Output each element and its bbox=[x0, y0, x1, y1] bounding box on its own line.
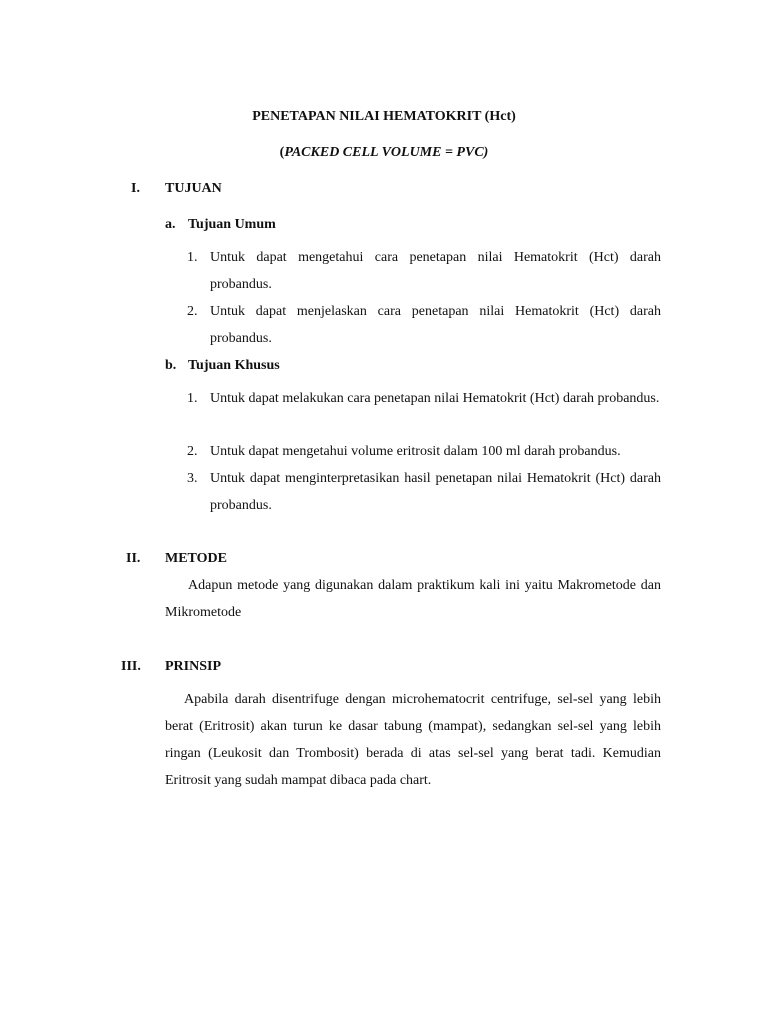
list-item-number: 3. bbox=[187, 471, 198, 486]
metode-paragraph: Adapun metode yang digunakan dalam praktikum kali ini yaitu Makrometode dan Mikrometode bbox=[165, 578, 661, 620]
subheading-label: a. bbox=[165, 217, 176, 232]
list-item-text: Untuk dapat menjelaskan cara penetapan nilai Hematokrit (Hct) darah probandus. bbox=[210, 304, 661, 346]
document-title: PENETAPAN NILAI HEMATOKRIT (Hct) bbox=[252, 109, 516, 124]
section-title-metode: METODE bbox=[165, 551, 227, 566]
list-item-number: 1. bbox=[187, 391, 198, 406]
section-number-2: II. bbox=[126, 551, 141, 566]
list-item bbox=[187, 385, 661, 412]
list-item bbox=[187, 298, 661, 352]
list-item bbox=[187, 244, 661, 298]
section-number-1: I. bbox=[131, 181, 140, 196]
list-item-number: 2. bbox=[187, 304, 198, 319]
subtitle-italic: PACKED CELL VOLUME = PVC) bbox=[284, 145, 489, 160]
list-item-text: Untuk dapat mengetahui volume eritrosit dalam 100 ml darah probandus. bbox=[210, 444, 621, 459]
prinsip-paragraph: Apabila darah disentrifuge dengan microhematocrit centrifuge, sel-sel yang lebih berat (Eritrosit) akan turun ke dasar tabung (mampat), sedangkan sel-sel yang lebih ringan (Leukosit dan Trombosit) berada di atas sel-sel yang berat tadi. Kemudian Eritrosit yang sudah mampat dibaca pada chart. bbox=[165, 692, 661, 788]
list-item-text: Untuk dapat mengetahui cara penetapan nilai Hematokrit (Hct) darah probandus. bbox=[210, 250, 661, 292]
list-item-number: 1. bbox=[187, 250, 198, 265]
section-title-prinsip: PRINSIP bbox=[165, 659, 222, 674]
subheading-tujuan-khusus bbox=[165, 358, 280, 374]
list-item-text: Untuk dapat menginterpretasikan hasil penetapan nilai Hematokrit (Hct) darah probandus. bbox=[210, 471, 661, 513]
section-title-tujuan: TUJUAN bbox=[165, 181, 222, 196]
list-item bbox=[187, 438, 661, 465]
list-item-text: Untuk dapat melakukan cara penetapan nilai Hematokrit (Hct) darah probandus. bbox=[210, 391, 660, 406]
subheading-text: Tujuan Umum bbox=[188, 217, 276, 232]
subheading-label: b. bbox=[165, 358, 177, 373]
subheading-tujuan-umum bbox=[165, 217, 276, 233]
section-number-3: III. bbox=[121, 659, 141, 674]
document-subtitle bbox=[0, 145, 768, 161]
subtitle-open-paren: ( bbox=[279, 145, 285, 160]
list-item-number: 2. bbox=[187, 444, 198, 459]
list-item bbox=[187, 465, 661, 519]
subheading-text: Tujuan Khusus bbox=[188, 358, 280, 373]
